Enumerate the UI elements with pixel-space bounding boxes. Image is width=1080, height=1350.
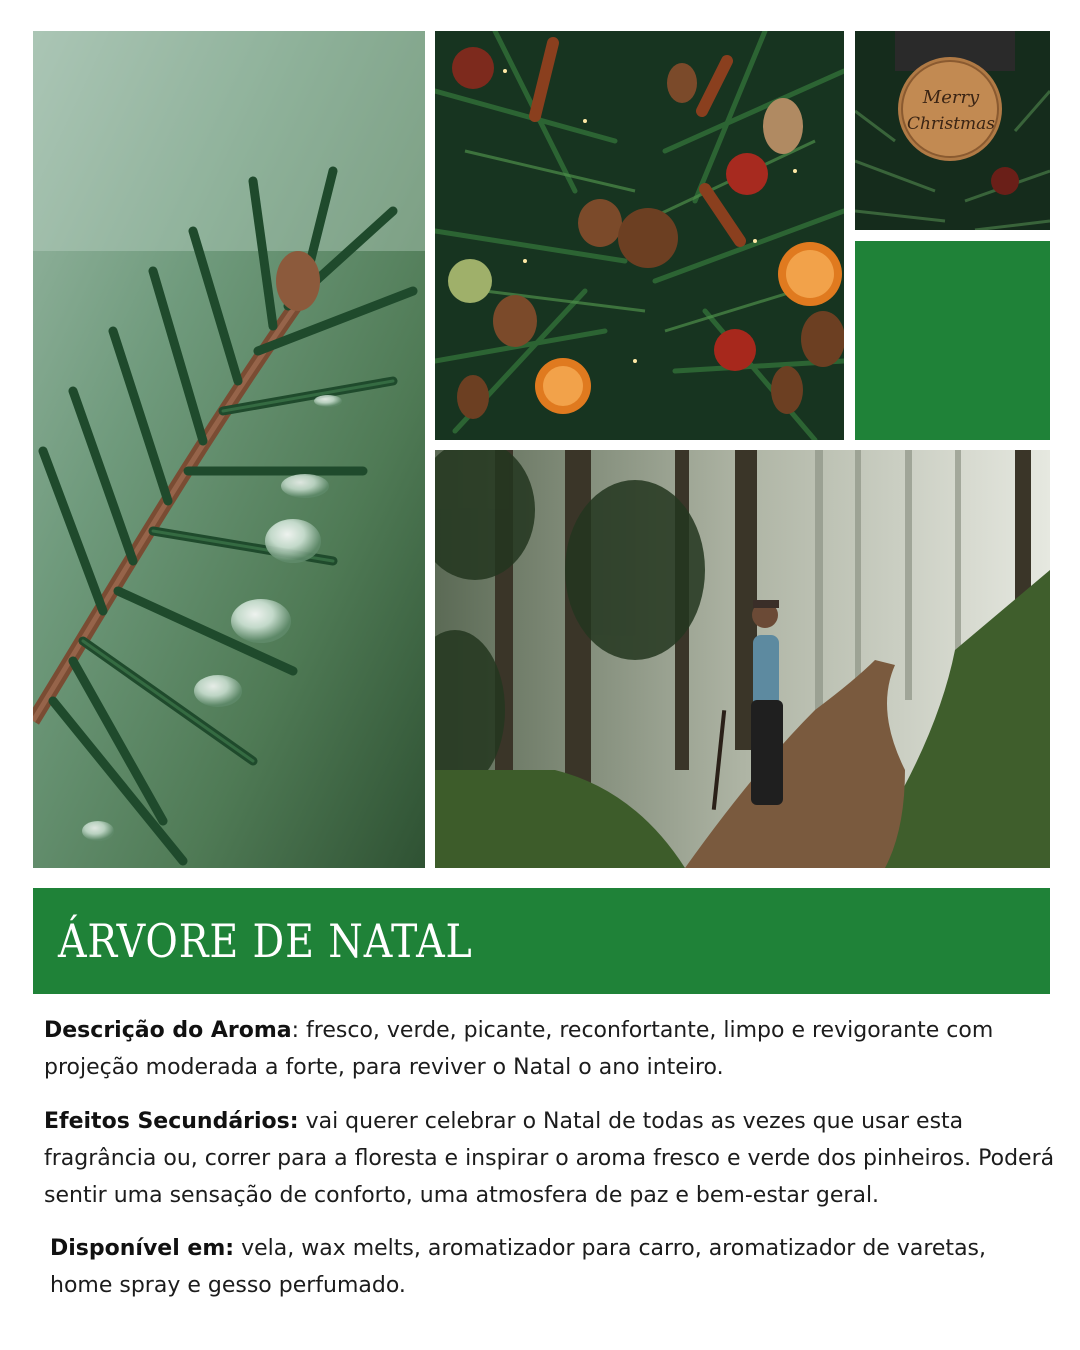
forest-trail-photo [435, 450, 1050, 868]
aroma-description [44, 1012, 1056, 1086]
page-title: ÁRVORE DE NATAL [58, 914, 473, 968]
merry-christmas-ornament-photo [855, 31, 1050, 230]
title-bar [33, 888, 1050, 994]
availability [50, 1230, 1050, 1304]
christmas-tree-photo [435, 31, 844, 440]
aroma-description-text: : fresco, verde, picante, reconfortante, limpo e revigorante com projeção moderada a forte, para reviver o Natal o ano inteiro. [44, 1018, 994, 1080]
aroma-description-label: Descrição do Aroma [44, 1018, 292, 1043]
availability-text: vela, wax melts, aromatizador para carro, aromatizador de varetas, home spray e gesso perfumado. [50, 1236, 986, 1298]
pine-branch-photo [33, 31, 425, 868]
ornament-text-christmas: Christmas [906, 114, 996, 134]
availability-label: Disponível em: [50, 1236, 235, 1261]
secondary-effects-label: Efeitos Secundários: [44, 1109, 299, 1134]
ornament-text-merry: Merry [922, 87, 980, 108]
green-color-swatch [855, 241, 1050, 440]
secondary-effects-text: vai querer celebrar o Natal de todas as vezes que usar esta fragrância ou, correr para a floresta e inspirar o aroma fresco e verde dos pinheiros. Poderá sentir uma sensação de conforto, uma atmosfera de paz e bem-estar geral. [44, 1109, 1055, 1208]
secondary-effects [44, 1103, 1056, 1214]
